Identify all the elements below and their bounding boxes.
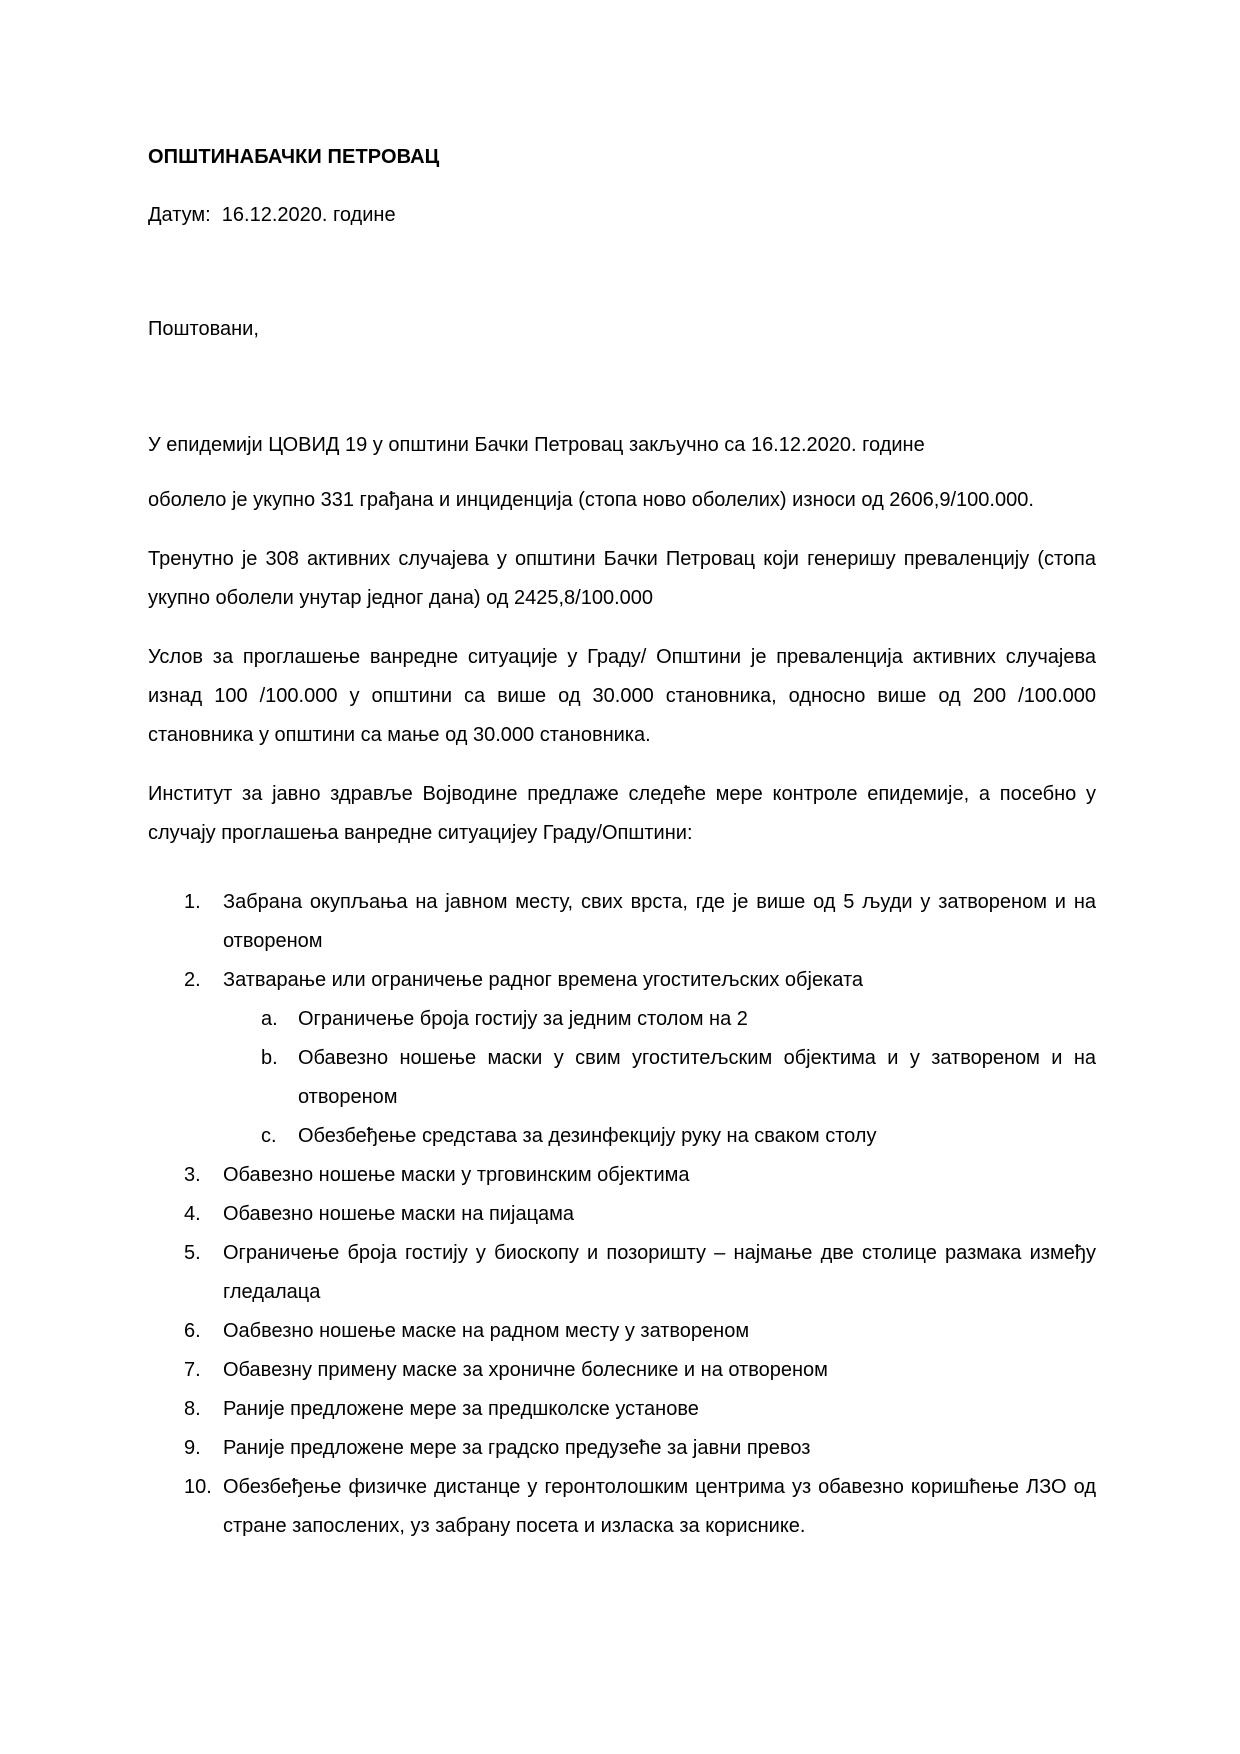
sub-list-item-letter: b. (261, 1047, 278, 1069)
list-item (148, 1312, 1096, 1351)
list-item-number: 6. (184, 1320, 201, 1342)
sub-list-item (223, 1117, 1096, 1156)
sub-list-item-letter: a. (261, 1008, 278, 1030)
list-item (148, 1390, 1096, 1429)
sub-list-item-text: Ограничење броја гостију за једним столом на 2 (298, 1008, 748, 1030)
paragraph-institute-proposal: Институт за јавно здравље Војводине предлаже следеће мере контроле епидемије, а посебно у случају проглашења ванредне ситуацијеу Граду/Општини: (148, 783, 1096, 844)
sub-list-item-text: Обезбеђење средстава за дезинфекцију руку на сваком столу (298, 1125, 877, 1147)
paragraph-incidence: оболело је укупно 331 грађана и инциденција (стопа ново оболелих) износи од 2606,9/100.000. (148, 489, 1034, 511)
sub-list-item-letter: c. (261, 1125, 277, 1147)
letter-body (148, 426, 1096, 1546)
list-item-number: 2. (184, 969, 201, 991)
paragraph-prevalence: Тренутно је 308 активних случајева у општини Бачки Петровац који генеришу преваленцију (стопа укупно оболели унутар једног дана) од 2425,8/100.000 (148, 548, 1096, 609)
list-item-number: 8. (184, 1398, 201, 1420)
list-item-number: 1. (184, 891, 201, 913)
list-item (148, 883, 1096, 961)
sub-list-item (223, 1039, 1096, 1117)
municipality-heading: ОПШТИНАБАЧКИ ПЕТРОВАЦ (148, 146, 440, 168)
list-item (148, 1156, 1096, 1195)
list-item (148, 1195, 1096, 1234)
sub-measures-list (223, 1000, 1096, 1156)
list-item-number: 7. (184, 1359, 201, 1381)
list-item (148, 961, 1096, 1156)
list-item-text: Обавезно ношење маски на пијацама (223, 1203, 575, 1225)
list-item-text: Раније предложене мере за градско предузеће за јавни превоз (223, 1437, 811, 1459)
list-item-number: 3. (184, 1164, 201, 1186)
list-item-number: 5. (184, 1242, 201, 1264)
list-item-text: Затварање или ограничење радног времена угоститељских објеката (223, 969, 863, 991)
list-item-number: 9. (184, 1437, 201, 1459)
date-line: Датум: 16.12.2020. године (148, 204, 396, 226)
list-item-number: 10. (184, 1476, 212, 1498)
list-item-text: Обезбеђење физичке дистанце у геронтолошким центрима уз обавезно коришћење ЛЗО од стране запослених, уз забрану посета и изласка за кориснике. (223, 1476, 1096, 1537)
sub-list-item (223, 1000, 1096, 1039)
list-item-text: Оабвезно ношење маске на радном месту у затвореном (223, 1320, 750, 1342)
list-item-text: Обавезну примену маске за хроничне болеснике и на отвореном (223, 1359, 828, 1381)
sub-list-item-text: Обавезно ношење маски у свим угоститељским објектима и у затвореном и на отвореном (298, 1047, 1096, 1108)
paragraph-intro: У епидемији ЦОВИД 19 у општини Бачки Петровац закључно са 16.12.2020. године (148, 434, 925, 456)
list-item-text: Обавезно ношење маски у трговинским објектима (223, 1164, 690, 1186)
list-item (148, 1351, 1096, 1390)
list-item (148, 1429, 1096, 1468)
list-item (148, 1468, 1096, 1546)
list-item (148, 1234, 1096, 1312)
paragraph-emergency-condition: Услов за проглашење ванредне ситуације у Граду/ Општини је преваленција активних случајева изнад 100 /100.000 у општини са више од 30.000 становника, односно више од 200 /100.000 становника у општини са мање од 30.000 становника. (148, 646, 1096, 746)
list-item-text: Забрана окупљања на јавном месту, свих врста, где је више од 5 људи у затвореном и на отвореном (223, 891, 1096, 952)
list-item-text: Ограничење броја гостију у биоскопу и позоришту – најмање две столице размака између гледалаца (223, 1242, 1096, 1303)
list-item-text: Раније предложене мере за предшколске установе (223, 1398, 699, 1420)
measures-list (148, 883, 1096, 1546)
list-item-number: 4. (184, 1203, 201, 1225)
salutation: Поштовани, (148, 318, 259, 340)
